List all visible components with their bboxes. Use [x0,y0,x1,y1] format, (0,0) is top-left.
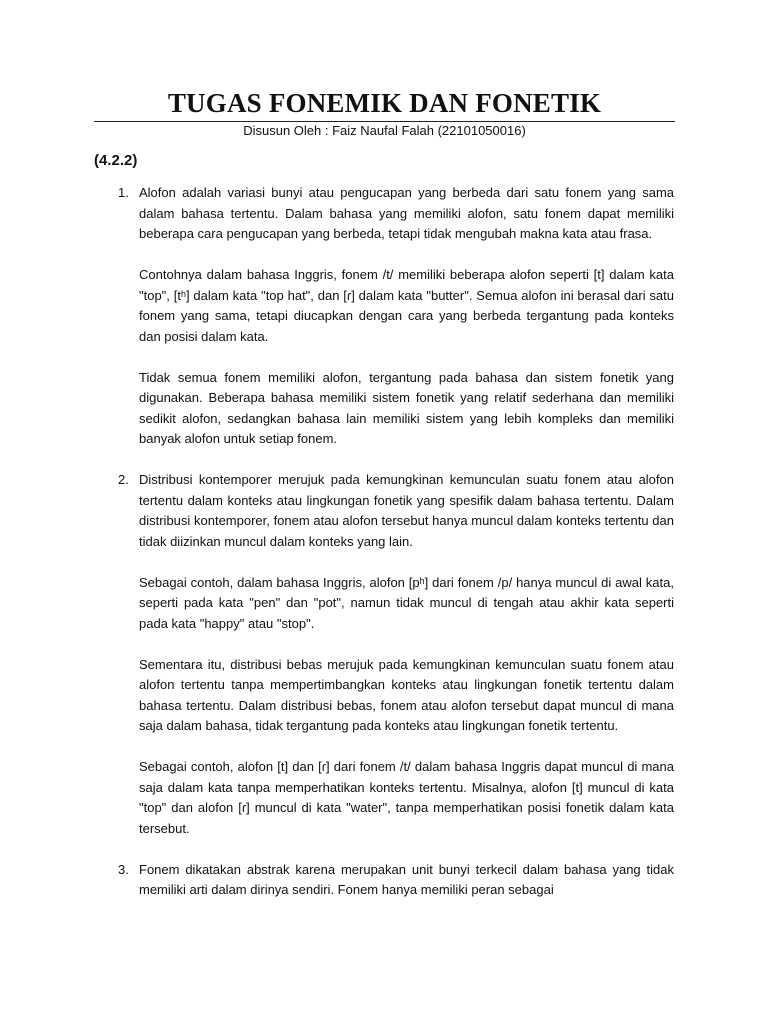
paragraph: Sebagai contoh, alofon [t] dan [ɾ] dari fonem /t/ dalam bahasa Inggris dapat muncul di mana saja dalam kata tanpa memperhatikan konteks tertentu. Misalnya, alofon [t] muncul di kata "top" dan alofon [ɾ] muncul di kata "water", tanpa memperhatikan posisi fonetik dalam kata tersebut. [139,759,674,836]
list-item-number: 3. [118,861,129,877]
paragraph: Tidak semua fonem memiliki alofon, tergantung pada bahasa dan sistem fonetik yang digunakan. Beberapa bahasa memiliki sistem fonetik yang relatif sederhana dan memiliki sedikit alofon, sedangkan bahasa lain memiliki sistem yang lebih kompleks dan memiliki banyak alofon untuk setiap fonem. [139,369,674,446]
paragraph: Fonem dikatakan abstrak karena merupakan unit bunyi terkecil dalam bahasa yang tidak memiliki arti dalam dirinya sendiri. Fonem hanya memiliki peran sebagai [139,861,674,897]
document-title: TUGAS FONEMIK DAN FONETIK [167,88,602,118]
list-item-3 [0,860,768,901]
author-line: Disusun Oleh : Faiz Naufal Falah (22101050016) [243,123,526,138]
list-item-1 [0,183,768,450]
list-item-number: 1. [118,185,129,200]
paragraph: Sebagai contoh, dalam bahasa Inggris, alofon [pʰ] dari fonem /p/ hanya muncul di awal kata, seperti pada kata "pen" dan "pot", namun tidak muncul di tengah atau akhir kata seperti pada kata "happy" atau "stop". [139,574,674,631]
paragraph: Contohnya dalam bahasa Inggris, fonem /t/ memiliki beberapa alofon seperti [t] dalam kata "top", [tʰ] dalam kata "top hat", dan [ɾ] dalam kata "butter". Semua alofon ini berasal dari satu fonem yang sama, tetapi diucapkan dengan cara yang berbeda tergantung pada konteks dan posisi dalam kata. [139,267,674,344]
paragraph: Distribusi kontemporer merujuk pada kemungkinan kemunculan suatu fonem atau alofon tertentu dalam konteks atau lingkungan fonetik yang spesifik dalam bahasa tertentu. Dalam distribusi kontemporer, fonem atau alofon tersebut hanya muncul dalam konteks tertentu dan tidak diizinkan muncul dalam konteks yang lain. [139,472,674,549]
list-item-number: 2. [118,472,129,487]
section-label: (4.2.2) [94,152,138,169]
numbered-list [0,183,768,921]
list-item-2 [0,470,768,839]
paragraph: Alofon adalah variasi bunyi atau pengucapan yang berbeda dari satu fonem yang sama dalam bahasa tertentu. Dalam bahasa yang memiliki alofon, satu fonem dapat memiliki beberapa cara pengucapan yang berbeda, tetapi tidak mengubah makna kata atau frasa. [139,185,674,241]
paragraph: Sementara itu, distribusi bebas merujuk pada kemungkinan kemunculan suatu fonem atau alofon tertentu tanpa mempertimbangkan konteks atau lingkungan fonetik tertentu dalam bahasa tertentu. Dalam distribusi bebas, fonem atau alofon tersebut dapat muncul di mana saja dalam bahasa, tidak tergantung pada konteks atau lingkungan fonetik tertentu. [139,656,674,733]
